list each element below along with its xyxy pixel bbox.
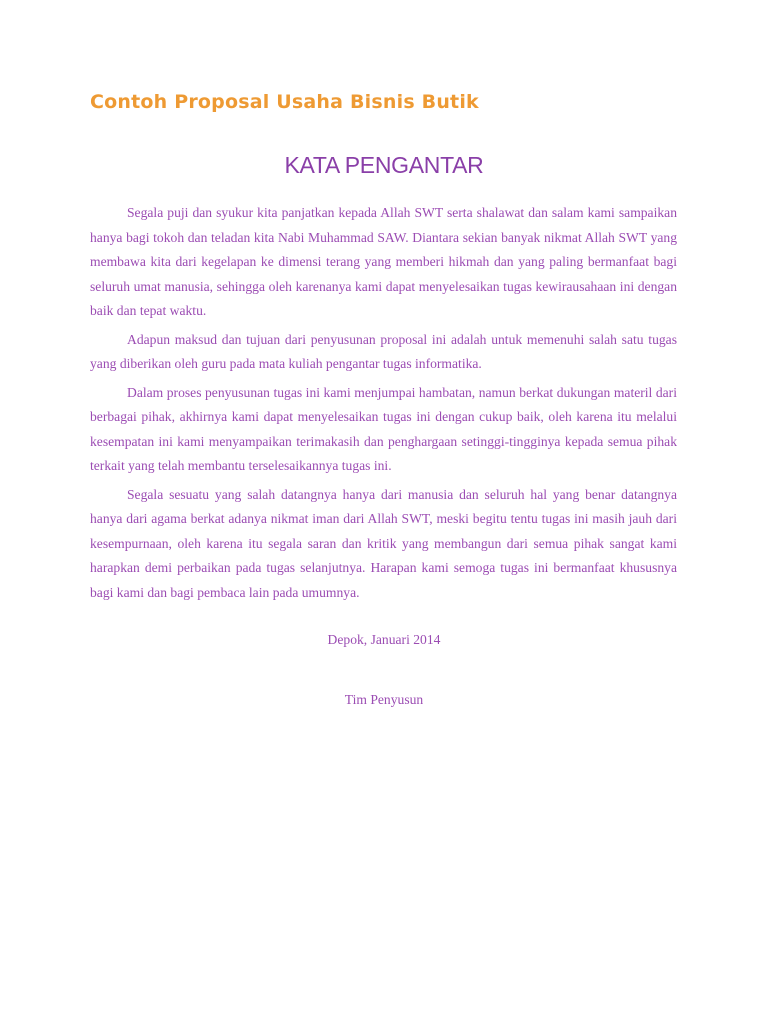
paragraph-4: Segala sesuatu yang salah datangnya hanya dari manusia dan seluruh hal yang benar datangnya hanya dari agama berkat adanya nikmat iman dari Allah SWT, meski begitu tentu tugas ini masih jauh dari kesempurnaan, oleh karena itu segala saran dan kritik yang membangun dari semua pihak sangat kami harapkan demi perbaikan pada tugas selanjutnya. Harapan kami semoga tugas ini bermanfaat khususnya bagi kami dan bagi pembaca lain pada umumnya. <box>90 486 677 600</box>
place-date: Depok, Januari 2014 <box>327 632 441 647</box>
signature: Tim Penyusun <box>344 692 424 707</box>
paragraph-3: Dalam proses penyusunan tugas ini kami menjumpai hambatan, namun berkat dukungan materil dari berbagai pihak, akhirnya kami dapat menyelesaikan tugas ini dengan cukup baik, oleh karena itu melalui kesempatan ini kami menyampaikan terimakasih dan penghargaan setinggi-tingginya kepada semua pihak terkait yang telah membantu terselesaikannya tugas ini. <box>90 384 677 473</box>
section-heading: KATA PENGANTAR <box>284 152 484 178</box>
document-title: Contoh Proposal Usaha Bisnis Butik <box>90 91 479 113</box>
paragraph-2: Adapun maksud dan tujuan dari penyusunan proposal ini adalah untuk memenuhi salah satu tugas yang diberikan oleh guru pada mata kuliah pengantar tugas informatika. <box>90 331 677 371</box>
body-text <box>90 201 677 609</box>
paragraph-1: Segala puji dan syukur kita panjatkan kepada Allah SWT serta shalawat dan salam kami sampaikan hanya bagi tokoh dan teladan kita Nabi Muhammad SAW. Diantara sekian banyak nikmat Allah SWT yang membawa kita dari kegelapan ke dimensi terang yang memberi hikmah dan yang paling bermanfaat bagi seluruh umat manusia, sehingga oleh karenanya kami dapat menyelesaikan tugas kewirausahaan ini dengan baik dan tepat waktu. <box>90 205 677 318</box>
